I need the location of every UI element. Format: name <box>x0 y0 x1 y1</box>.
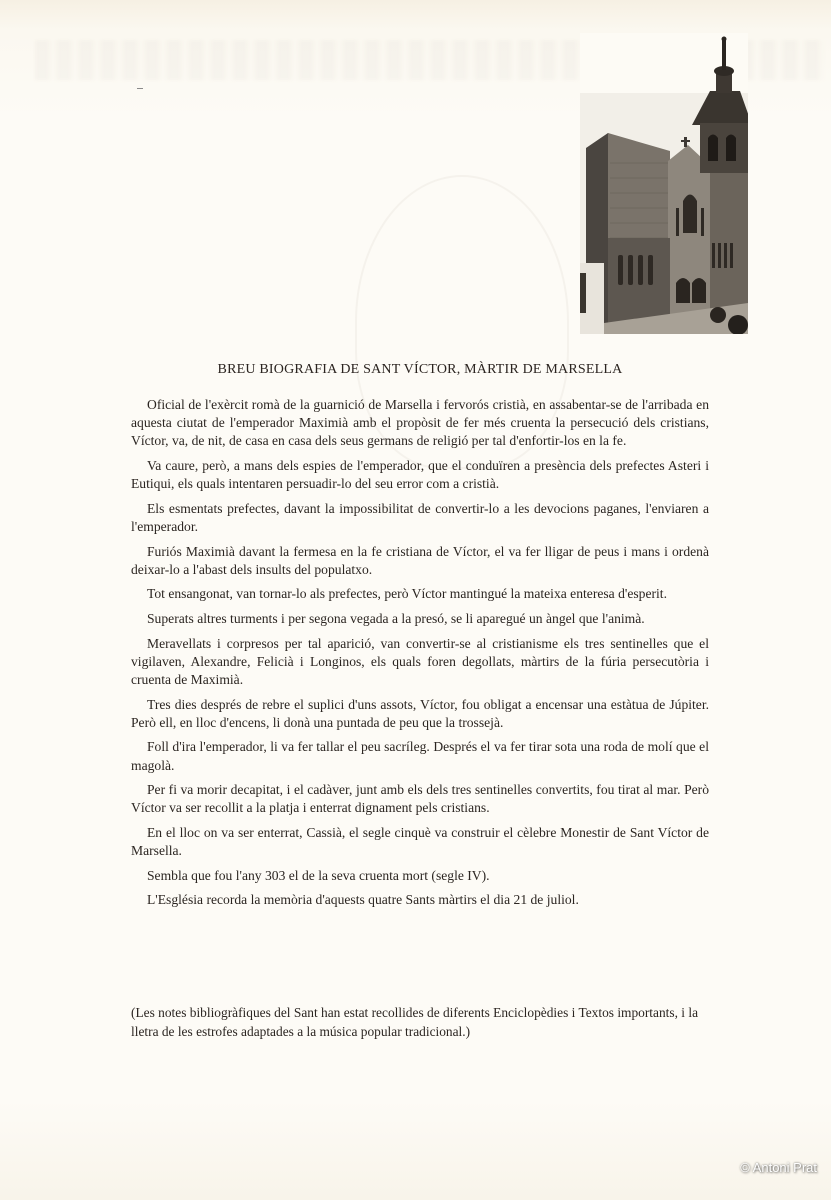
paragraph: Sembla que fou l'any 303 el de la seva cruenta mort (segle IV). <box>147 867 490 883</box>
paragraph: Superats altres turments i per segona vegada a la presó, se li aparegué un àngel que l'animà. <box>147 610 645 626</box>
paragraph: Els esmentats prefectes, davant la impossibilitat de convertir-lo a les devocions paganes, l'enviaren a l'emperador. <box>131 500 709 534</box>
paragraph: Furiós Maximià davant la fermesa en la fe cristiana de Víctor, el va fer lligar de peus i mans i ordenà deixar-lo a l'abast dels insults del populatxo. <box>131 543 709 577</box>
biography-body <box>131 396 709 916</box>
paragraph: Foll d'ira l'emperador, li va fer tallar el peu sacríleg. Després el va fer tirar sota una roda de molí que el magolà. <box>131 739 709 773</box>
paper-speck <box>137 88 143 89</box>
paragraph: Per fi va morir decapitat, i el cadàver, junt amb els dels tres sentinelles convertits, fou tirat al mar. Però Víctor va ser recollit a la platja i enterrat dignament pels cristians. <box>131 782 709 816</box>
sources-footnote: (Les notes bibliogràfiques del Sant han estat recollides de diferents Enciclopèdies i Textos importants, i la lletra de les estrofes adaptades a la música popular tradicional.) <box>131 1005 699 1039</box>
paragraph: Tres dies després de rebre el suplici d'uns assots, Víctor, fou obligat a encensar una estàtua de Júpiter. Però ell, en lloc d'encens, li donà una puntada de peu que la trossejà. <box>131 696 709 730</box>
church-photograph <box>580 33 748 334</box>
church-photo-image <box>580 33 748 334</box>
paragraph: Meravellats i corpresos per tal aparició, van convertir-se al cristianisme els tres sentinelles que el vigilaven, Alexandre, Felicià i Longinos, els quals foren degollats, màrtirs de la fúria persecutòria i cruenta de Maximià. <box>131 635 709 687</box>
document-title: BREU BIOGRAFIA DE SANT VÍCTOR, MÀRTIR DE MARSELLA <box>217 362 623 377</box>
copyright-watermark: © Antoni Prat <box>740 1160 817 1175</box>
paragraph: En el lloc on va ser enterrat, Cassià, el segle cinquè va construir el cèlebre Monestir de Sant Víctor de Marsella. <box>131 824 709 859</box>
paragraph: Va caure, però, a mans dels espies de l'emperador, que el conduïren a presència dels prefectes Asteri i Eutiqui, els quals intentaren persuadir-lo del seu error com a cristià. <box>131 458 709 492</box>
paragraph: Oficial de l'exèrcit romà de la guarnició de Marsella i fervorós cristià, en assabentar-se de l'arribada en aquesta ciutat de l'emperador Maximià amb el propòsit de fer més cruenta la persecució dels cristians, Víctor, va, de nit, de casa en casa dels seus germans de religió per tal d'enfortir-los en la fe. <box>131 397 709 449</box>
paragraph: Tot ensangonat, van tornar-lo als prefectes, però Víctor mantingué la mateixa enteresa d'esperit. <box>147 586 667 602</box>
paragraph: L'Església recorda la memòria d'aquests quatre Sants màrtirs el dia 21 de juliol. <box>147 892 579 908</box>
